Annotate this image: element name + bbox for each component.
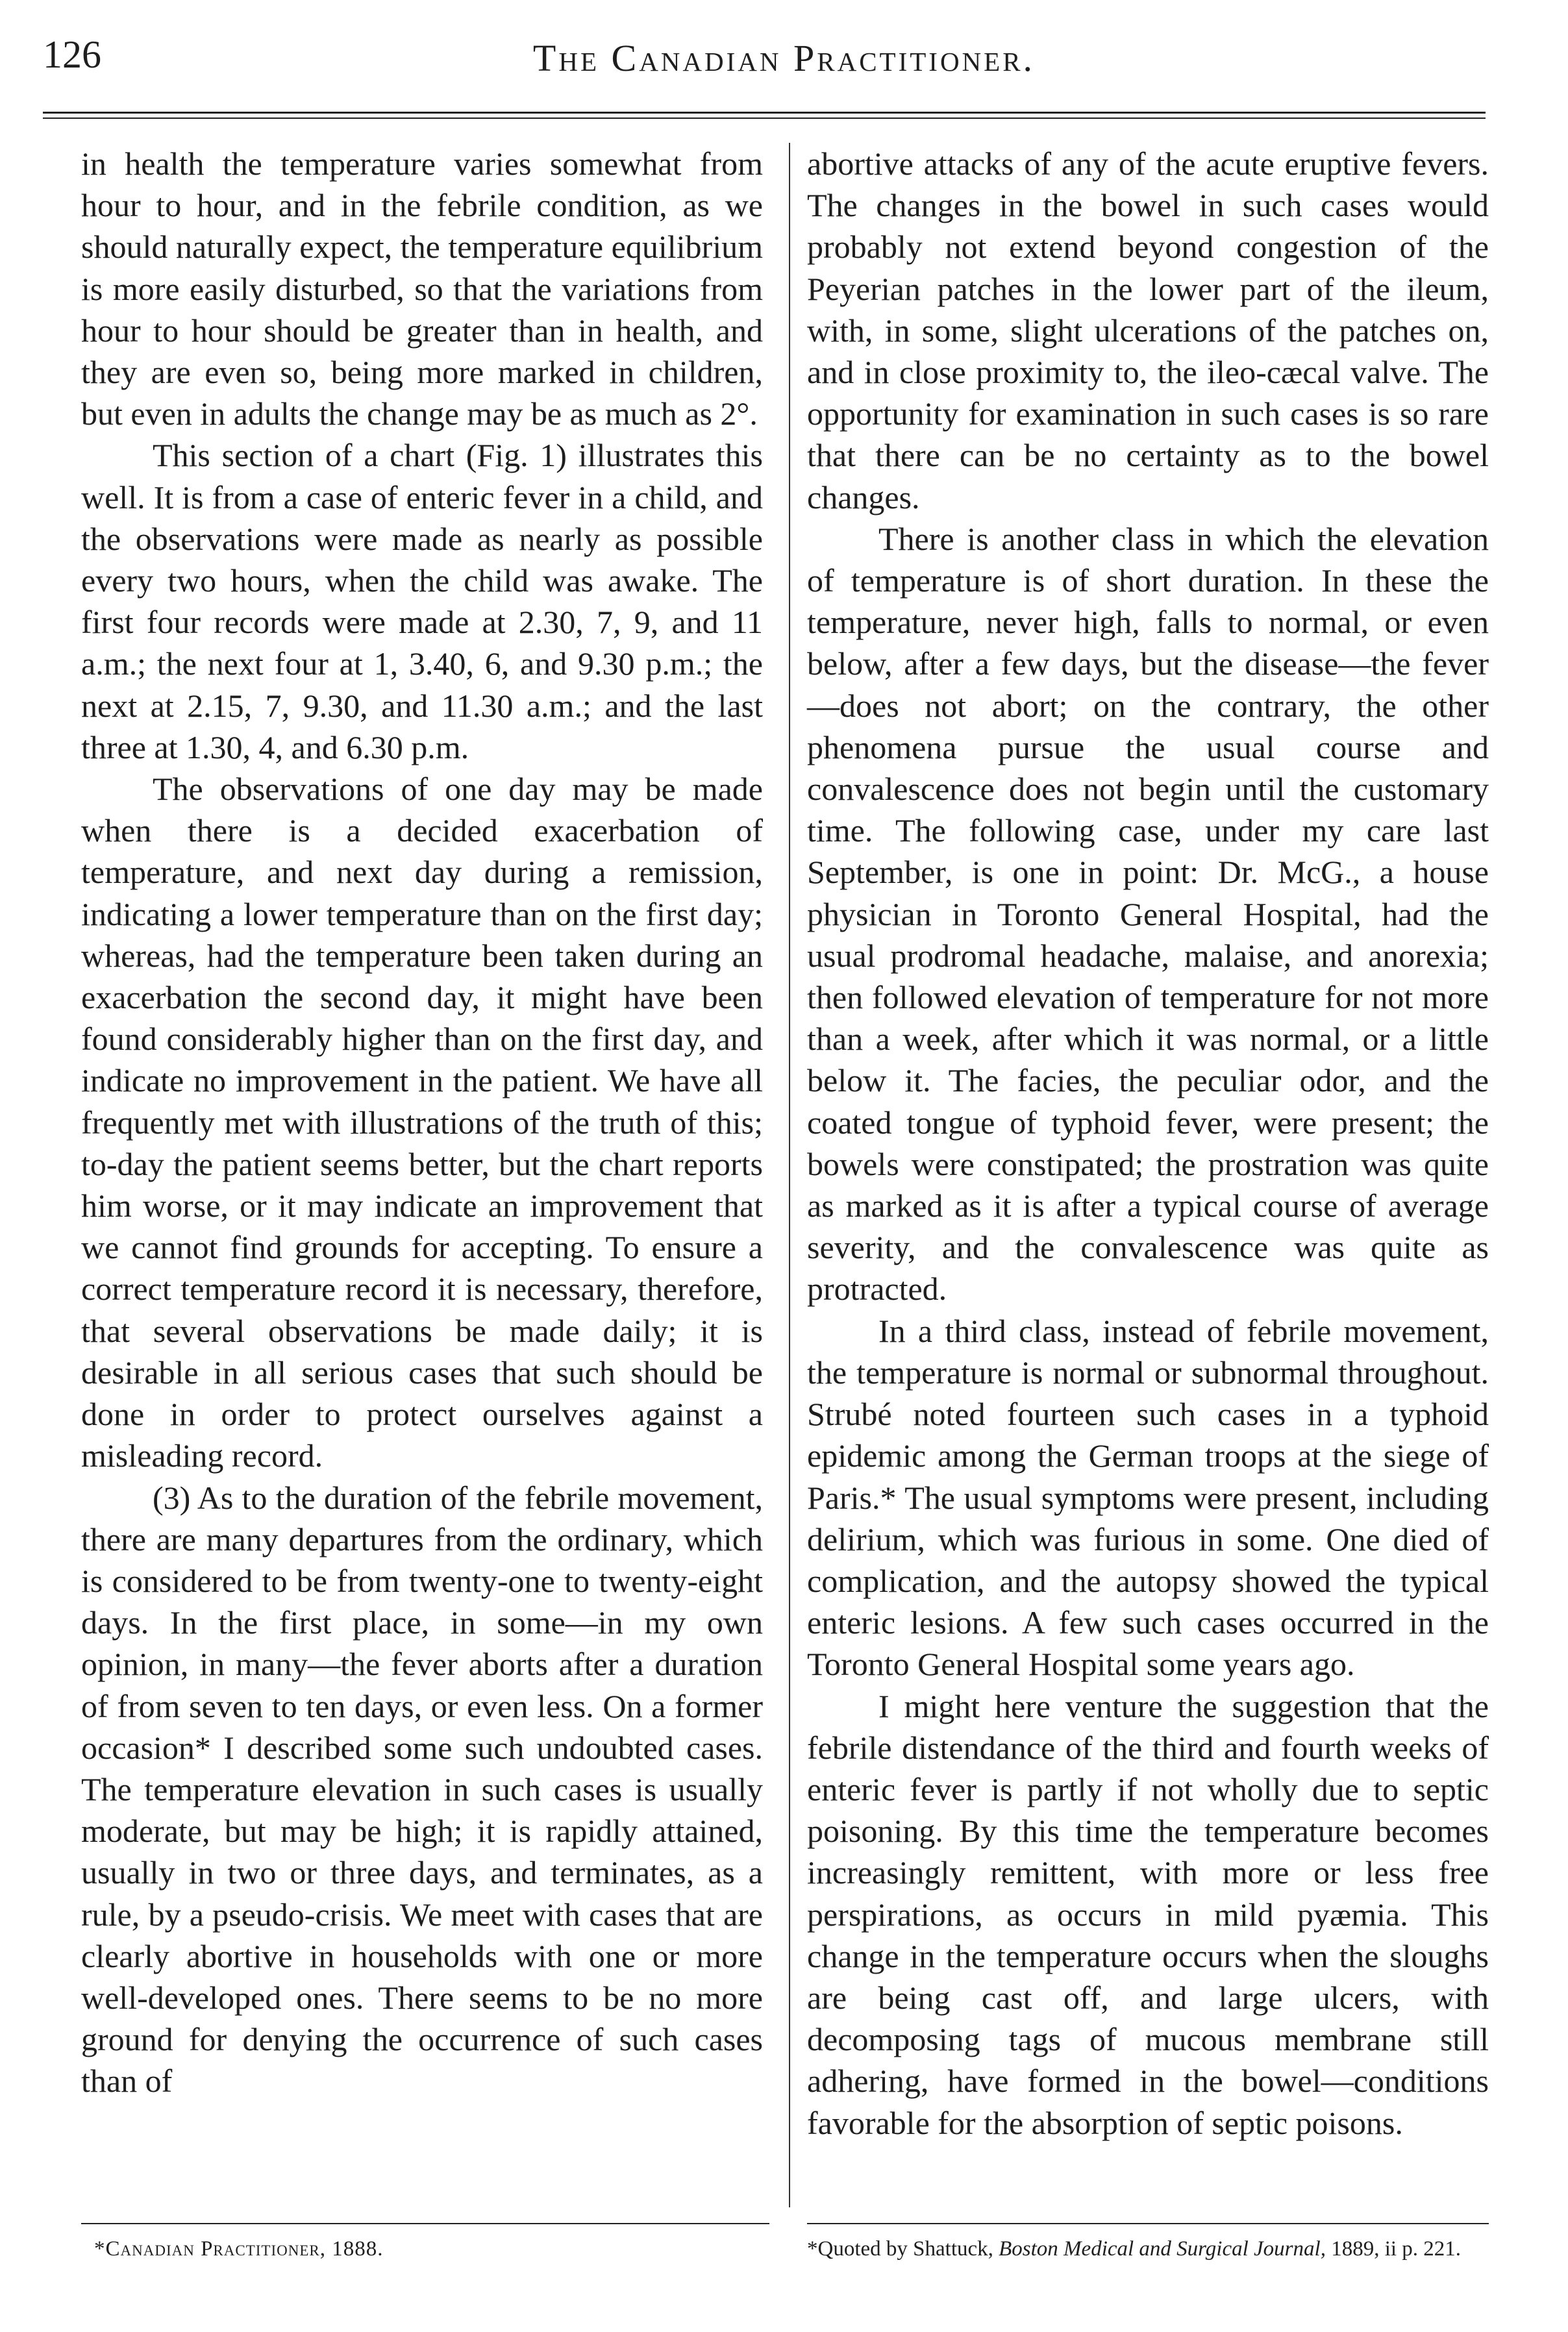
right-paragraph-2: There is another class in which the elevation of temperature is of short duration. In these the temperature, never high, falls to normal, or even below, after a few days, but the disease—the fever—does not abort; on the contrary, the other phenomena pursue the usual course and convalescence does not begin until the customary time. The following case, under my care last September, is one in point: Dr. McG., a house physician in Toronto General Hospital, had the usual prodromal headache, malaise, and anorexia; then followed elevation of temperature for not more than a week, after which it was normal, or a little below it. The facies, the peculiar odor, and the coated tongue of typhoid fever, were present; the bowels were constipated; the prostration was quite as marked as it is after a typical course of average severity, and the convalescence was quite as protracted. (807, 520, 1489, 1308)
footnote-prefix: *Quoted by Shattuck, (807, 2237, 999, 2261)
footnote-rule-left (81, 2223, 769, 2224)
page-number: 126 (43, 33, 101, 76)
right-column (807, 143, 1489, 2144)
footnote-rule-right (807, 2223, 1489, 2224)
right-paragraph-4: I might here venture the suggestion that the febrile distendance of the third and fourth weeks of enteric fever is partly if not wholly due to septic poisoning. By this time the temperature becomes increasingly remittent, with more or less free perspirations, as occurs in mild pyæmia. This change in the temperature occurs when the sloughs are being cast off, and large ulcers, with decomposing tags of mucous membrane still adhering, have formed in the bowel—conditions favorable for the absorption of septic poisons. (807, 1687, 1489, 2141)
left-paragraph-2: This section of a chart (Fig. 1) illustrates this well. It is from a case of enteric fever in a child, and the observations were made as nearly as possible every two hours, when the child was awake. The first four records were made at 2.30, 7, 9, and 11 a.m.; the next four at 1, 3.40, 6, and 9.30 p.m.; the next at 2.15, 7, 9.30, and 11.30 a.m.; and the last three at 1.30, 4, and 6.30 p.m. (81, 437, 763, 765)
left-paragraph-3: The observations of one day may be made when there is a decided exacerbation of temperature, and next day during a remission, indicating a lower temperature than on the first day; whereas, had the temperature been taken during an exacerbation the second day, it might have been found considerably higher than on the first day, and indicate no improvement in the patient. We have all frequently met with illustrations of the truth of this; to-day the patient seems better, but the chart reports him worse, or it may indicate an improvement that we cannot find grounds for accepting. To ensure a correct temperature record it is necessary, therefore, that several observations be made daily; it is desirable in all serious cases that such should be done in order to protect ourselves against a misleading record. (81, 771, 763, 1474)
footnote-right (807, 2233, 1489, 2265)
footnote-suffix: 1889, ii p. 221. (1325, 2237, 1462, 2261)
right-paragraph-1: abortive attacks of any of the acute eruptive fevers. The changes in the bowel in such cases would probably not extend beyond congestion of the Peyerian patches in the lower part of the ileum, with, in some, slight ulcerations of the patches on, and in close proximity to, the ileo-cæcal valve. The opportunity for examination in such cases is so rare that there can be no certainty as to the bowel changes. (807, 145, 1489, 515)
left-column (81, 143, 763, 2102)
running-title: The Canadian Practitioner. (532, 37, 1036, 79)
column-divider (789, 143, 790, 2207)
left-paragraph-1: in health the temperature varies somewhat from hour to hour, and in the febrile condition, as we should naturally expect, the temperature equilibrium is more easily disturbed, so that the variations from hour to hour should be greater than in health, and they are even so, being more marked in children, but even in adults the change may be as much as 2°. (81, 145, 763, 432)
footnote-journal: Boston Medical and Surgical Journal, (999, 2237, 1326, 2261)
left-paragraph-4: (3) As to the duration of the febrile movement, there are many departures from the ordinary, which is considered to be from twenty-one to twenty-eight days. In the first place, in some—in my own opinion, in many—the fever aborts after a duration of from seven to ten days, or even less. On a former occasion* I described some such undoubted cases. The temperature elevation in such cases is usually moderate, but may be high; it is rapidly attained, usually in two or three days, and terminates, as a rule, by a pseudo-crisis. We meet with cases that are clearly abortive in households with one or more well-developed ones. There seems to be no more ground for denying the occurrence of such cases than of (81, 1479, 763, 2100)
right-paragraph-3: In a third class, instead of febrile movement, the temperature is normal or subnormal throughout. Strubé noted fourteen such cases in a typhoid epidemic among the German troops at the siege of Paris.* The usual symptoms were present, including delirium, which was furious in some. One died of complication, and the autopsy showed the typical enteric lesions. A few such cases occurred in the Toronto General Hospital some years ago. (807, 1312, 1489, 1683)
header-rule-inner (43, 118, 1486, 119)
header-rule (43, 112, 1486, 114)
footnote-left: *Canadian Practitioner, 1888. (94, 2237, 384, 2261)
